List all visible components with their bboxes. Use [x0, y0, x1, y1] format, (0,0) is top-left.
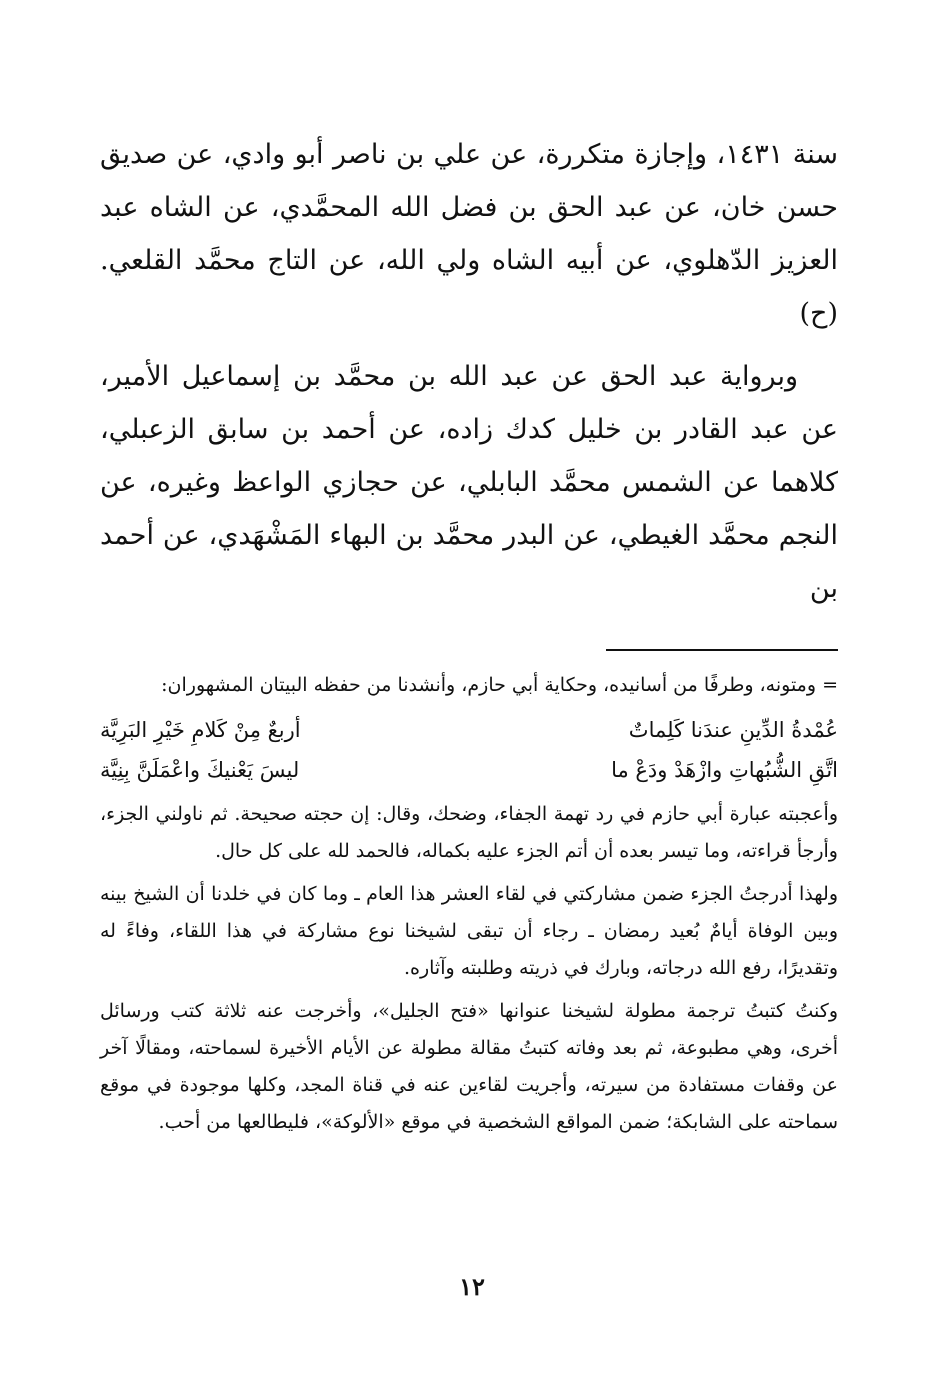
main-text: [100, 128, 838, 615]
footnote-paragraph: وأعجبته عبارة أبي حازم في رد تهمة الجفاء، وضحك، وقال: إن حجته صحيحة. ثم ناولني الجزء، وأرجأ قراءته، وما تيسر بعده أن أتم الجزء عليه بكماله، فالحمد لله على كل حال.: [100, 803, 838, 862]
verse-first-hemistich: اتَّقِ الشُّبُهاتِ وازْهَدْ ودَعْ ما: [611, 758, 838, 782]
footnotes: [100, 667, 838, 1141]
footnote-intro: = ومتونه، وطرفًا من أسانيده، وحكاية أبي حازم، وأنشدنا من حفظه البيتان المشهوران:: [161, 674, 838, 696]
verse-second-hemistich: ليسَ يَعْنيكَ واعْمَلَنَّ بِنِيَّة: [100, 758, 300, 782]
poem-verse: [100, 710, 838, 750]
poem-verse: [100, 750, 838, 790]
page-number: ١٢: [459, 1272, 485, 1301]
page-body: [100, 128, 838, 1147]
poem: [100, 710, 838, 790]
footnote-divider: [606, 649, 838, 651]
main-paragraph: وبرواية عبد الحق عن عبد الله بن محمَّد بن إسماعيل الأمير، عن عبد القادر بن خليل كدك زاده، عن أحمد بن سابق الزعبلي، كلاهما عن الشمس محمَّد البابلي، عن حجازي الواعظ وغيره، عن النجم محمَّد الغيطي، عن البدر محمَّد بن البهاء المَشْهَدي، عن أحمد بن: [100, 361, 838, 604]
footnote-paragraph: ولهذا أدرجتُ الجزء ضمن مشاركتي في لقاء العشر هذا العام ـ وما كان في خلدنا أن الشيخ بينه وبين الوفاة أيامٌ بُعيد رمضان ـ رجاء أن تبقى لشيخنا نوع مشاركة في هذا اللقاء، وفاءً له وتقديرًا، رفع الله درجاته، وبارك في ذريته وطلبته وآثاره.: [100, 883, 838, 979]
main-paragraph: سنة ١٤٣١، وإجازة متكررة، عن علي بن ناصر أبو وادي، عن صديق حسن خان، عن عبد الحق بن فضل الله المحمَّدي، عن الشاه عبد العزيز الدّهلوي، عن أبيه الشاه ولي الله، عن التاج محمَّد القلعي. (ح): [100, 139, 838, 329]
verse-second-hemistich: أربعٌ مِنْ كَلامِ خَيْرِ البَرِيَّة: [100, 718, 301, 742]
footnote-paragraph: وكنتُ كتبتُ ترجمة مطولة لشيخنا عنوانها «فتح الجليل»، وأخرجت عنه ثلاثة كتب ورسائل أخرى، وهي مطبوعة، ثم بعد وفاته كتبتُ مقالة مطولة عن الأيام الأخيرة لسماحته، ومقالًا آخر عن وقفات مستفادة من سيرته، وأجريت لقاءين عنه في قناة المجد، وكلها موجودة في موقع سماحته على الشابكة؛ ضمن المواقع الشخصية في موقع «الألوكة»، فليطالعها من أحب.: [100, 1000, 838, 1133]
verse-first-hemistich: عُمْدةُ الدِّينِ عندَنا كَلِماتٌ: [628, 718, 838, 742]
